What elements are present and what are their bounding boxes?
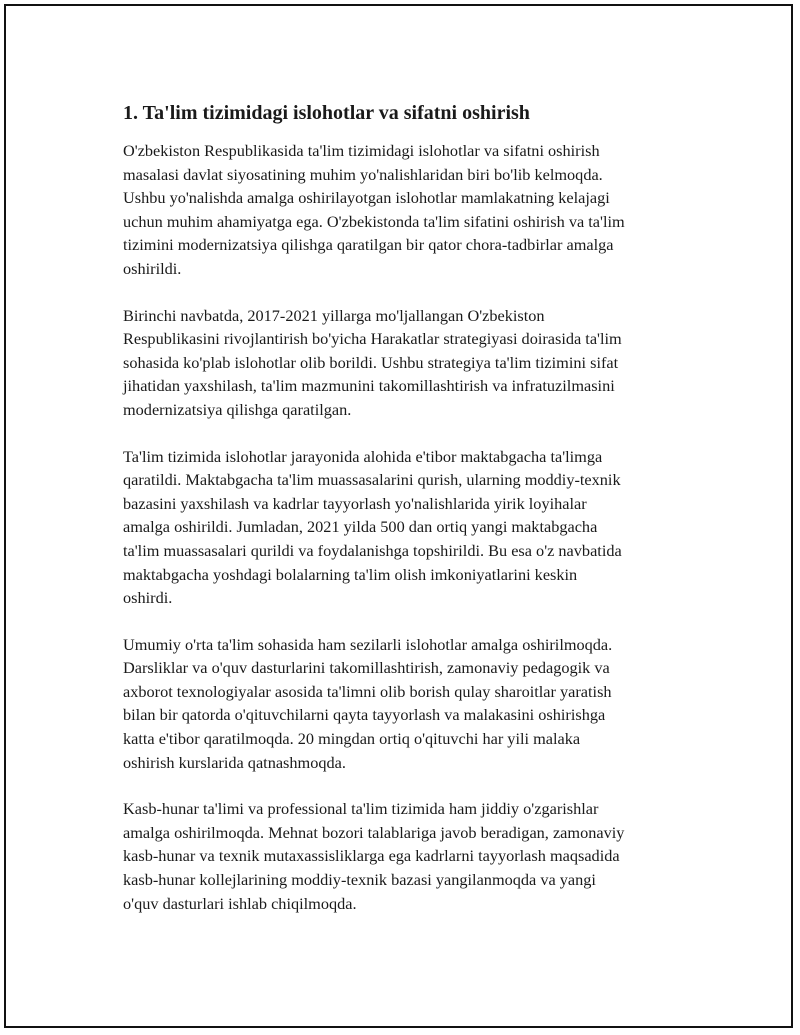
text-line: Respublikasini rivojlantirish bo'yicha Harakatlar strategiyasi doirasida ta'lim xyxy=(123,329,622,349)
document-body xyxy=(123,100,703,938)
paragraph xyxy=(123,797,703,915)
text-line: o'quv dasturlari ishlab chiqilmoqda. xyxy=(123,893,357,913)
text-line: Birinchi navbatda, 2017-2021 yillarga mo'ljallangan O'zbekiston xyxy=(123,305,545,325)
text-line: oshirish kurslarida qatnashmoqda. xyxy=(123,752,346,772)
text-line: oshirdi. xyxy=(123,588,173,608)
text-line: amalga oshirilmoqda. Mehnat bozori talablariga javob beradigan, zamonaviy xyxy=(123,822,625,842)
text-line: oshirildi. xyxy=(123,258,182,278)
section-heading: 1. Ta'lim tizimidagi islohotlar va sifatni oshirish xyxy=(123,102,530,124)
text-line: qaratildi. Maktabgacha ta'lim muassasalarini qurish, ularning moddiy-texnik xyxy=(123,470,621,490)
paragraph xyxy=(123,304,703,422)
paragraph xyxy=(123,139,703,281)
text-line: kasb-hunar va texnik mutaxassisliklarga ega kadrlarni tayyorlash maqsadida xyxy=(123,846,620,866)
text-line: maktabgacha yoshdagi bolalarning ta'lim olish imkoniyatlarini keskin xyxy=(123,564,578,584)
paragraph xyxy=(123,633,703,775)
text-line: katta e'tibor qaratilmoqda. 20 mingdan ortiq o'qituvchi har yili malaka xyxy=(123,729,581,749)
text-line: modernizatsiya qilishga qaratilgan. xyxy=(123,399,352,419)
text-line: O'zbekiston Respublikasida ta'lim tizimidagi islohotlar va sifatni oshirish xyxy=(123,141,600,160)
text-line: sohasida ko'plab islohotlar olib borildi. Ushbu strategiya ta'lim tizimini sifat xyxy=(123,352,619,372)
text-line: Umumiy o'rta ta'lim sohasida ham sezilarli islohotlar amalga oshirilmoqda. xyxy=(123,634,613,654)
text-line: bazasini yaxshilash va kadrlar tayyorlash yo'nalishlarida yirik loyihalar xyxy=(123,493,587,513)
text-line: Ushbu yo'nalishda amalga oshirilayotgan islohotlar mamlakatning kelajagi xyxy=(123,188,610,208)
page-frame xyxy=(4,4,793,1028)
text-line: uchun muhim ahamiyatga ega. O'zbekistonda ta'lim sifatini oshirish va ta'lim xyxy=(123,211,625,231)
paragraph xyxy=(123,445,703,610)
text-line: Ta'lim tizimida islohotlar jarayonida alohida e'tibor maktabgacha ta'limga xyxy=(123,446,603,466)
text-line: axborot texnologiyalar asosida ta'limni olib borish qulay sharoitlar yaratish xyxy=(123,681,612,701)
text-line: jihatidan yaxshilash, ta'lim mazmunini takomillashtirish va infratuzilmasini xyxy=(123,376,615,396)
text-line: Darsliklar va o'quv dasturlarini takomillashtirish, zamonaviy pedagogik va xyxy=(123,658,610,678)
text-line: bilan bir qatorda o'qituvchilarni qayta tayyorlash va malakasini oshirishga xyxy=(123,705,606,725)
text-line: Kasb-hunar ta'limi va professional ta'lim tizimida ham jiddiy o'zgarishlar xyxy=(123,799,599,819)
text-line: amalga oshirildi. Jumladan, 2021 yilda 500 dan ortiq yangi maktabgacha xyxy=(123,517,598,537)
text-line: masalasi davlat siyosatining muhim yo'nalishlaridan biri bo'lib kelmoqda. xyxy=(123,164,603,184)
text-line: tizimini modernizatsiya qilishga qaratilgan bir qator chora-tadbirlar amalga xyxy=(123,235,614,255)
paragraph-list xyxy=(123,139,703,915)
text-line: ta'lim muassasalari qurildi va foydalanishga topshirildi. Bu esa o'z navbatida xyxy=(123,540,622,560)
text-line: kasb-hunar kollejlarining moddiy-texnik bazasi yangilanmoqda va yangi xyxy=(123,870,596,890)
